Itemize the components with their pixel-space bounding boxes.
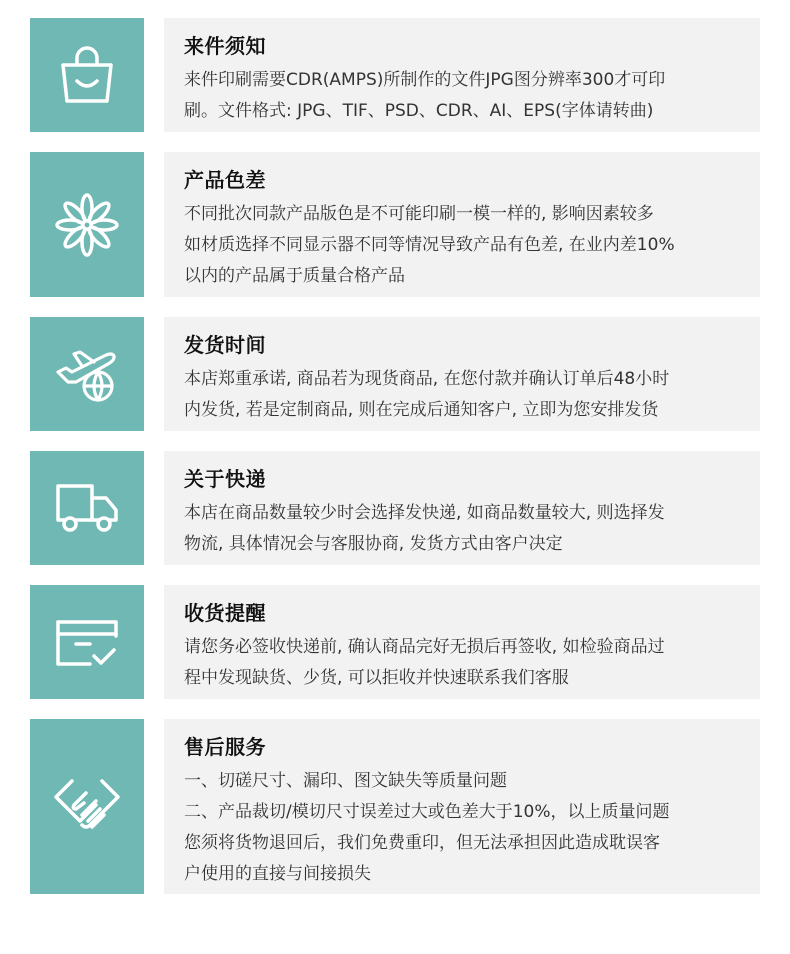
text-panel [164,585,760,699]
delivery-truck-icon [54,480,120,536]
section-body [184,766,748,890]
body-line: 来件印刷需要CDR(AMPS)所制作的文件JPG图分辨率300才可印 [184,70,666,90]
body-line: 不同批次同款产品版色是不可能印刷一模一样的, 影响因素较多 [184,204,654,224]
shopping-bag-icon [55,43,119,107]
section-shipping-time [30,317,760,431]
section-after-sales [30,719,760,894]
icon-box [30,585,144,699]
section-body [184,364,748,426]
body-line: 内发货, 若是定制商品, 则在完成后通知客户, 立即为您安排发货 [184,400,659,420]
section-express [30,451,760,565]
body-line: 程中发现缺货、少货, 可以拒收并快速联系我们客服 [184,668,569,688]
section-receipt-reminder [30,585,760,699]
text-panel [164,18,760,132]
section-incoming-files [30,18,760,132]
section-title: 售后服务 [184,735,266,759]
icon-box [30,451,144,565]
text-panel [164,451,760,565]
section-title: 收货提醒 [184,601,266,625]
body-line: 二、产品裁切/模切尺寸误差过大或色差大于10%，以上质量问题 [184,802,670,822]
body-line: 刷。文件格式: JPG、TIF、PSD、CDR、AI、EPS(字体请转曲) [184,101,654,121]
section-body [184,199,748,292]
handshake-icon [52,775,122,839]
section-body [184,65,748,127]
section-title: 来件须知 [184,34,266,58]
section-body [184,632,748,694]
body-line: 本店郑重承诺, 商品若为现货商品, 在您付款并确认订单后48小时 [184,369,670,389]
text-panel [164,317,760,431]
text-panel [164,719,760,894]
section-body [184,498,748,560]
icon-box [30,152,144,297]
icon-box [30,719,144,894]
body-line: 一、切磋尺寸、漏印、图文缺失等质量问题 [184,771,507,791]
body-line: 物流, 具体情况会与客服协商, 发货方式由客户决定 [184,534,563,554]
section-title: 产品色差 [184,168,266,192]
body-line: 本店在商品数量较少时会选择发快递, 如商品数量较大, 则选择发 [184,503,665,523]
body-line: 请您务必签收快递前, 确认商品完好无损后再签收, 如检验商品过 [184,637,665,657]
body-line: 如材质选择不同显示器不同等情况导致产品有色差, 在业内差10% [184,235,675,255]
airplane-globe-icon [52,342,122,406]
text-panel [164,152,760,297]
flower-icon [52,190,122,260]
body-line: 户使用的直接与间接损失 [184,864,371,884]
body-line: 您须将货物退回后，我们免费重印，但无法承担因此造成耽误客 [184,833,660,853]
section-title: 发货时间 [184,333,266,357]
icon-box [30,317,144,431]
body-line: 以内的产品属于质量合格产品 [184,266,405,286]
section-title: 关于快递 [184,467,266,491]
package-check-icon [54,612,120,672]
icon-box [30,18,144,132]
section-color-difference [30,152,760,297]
